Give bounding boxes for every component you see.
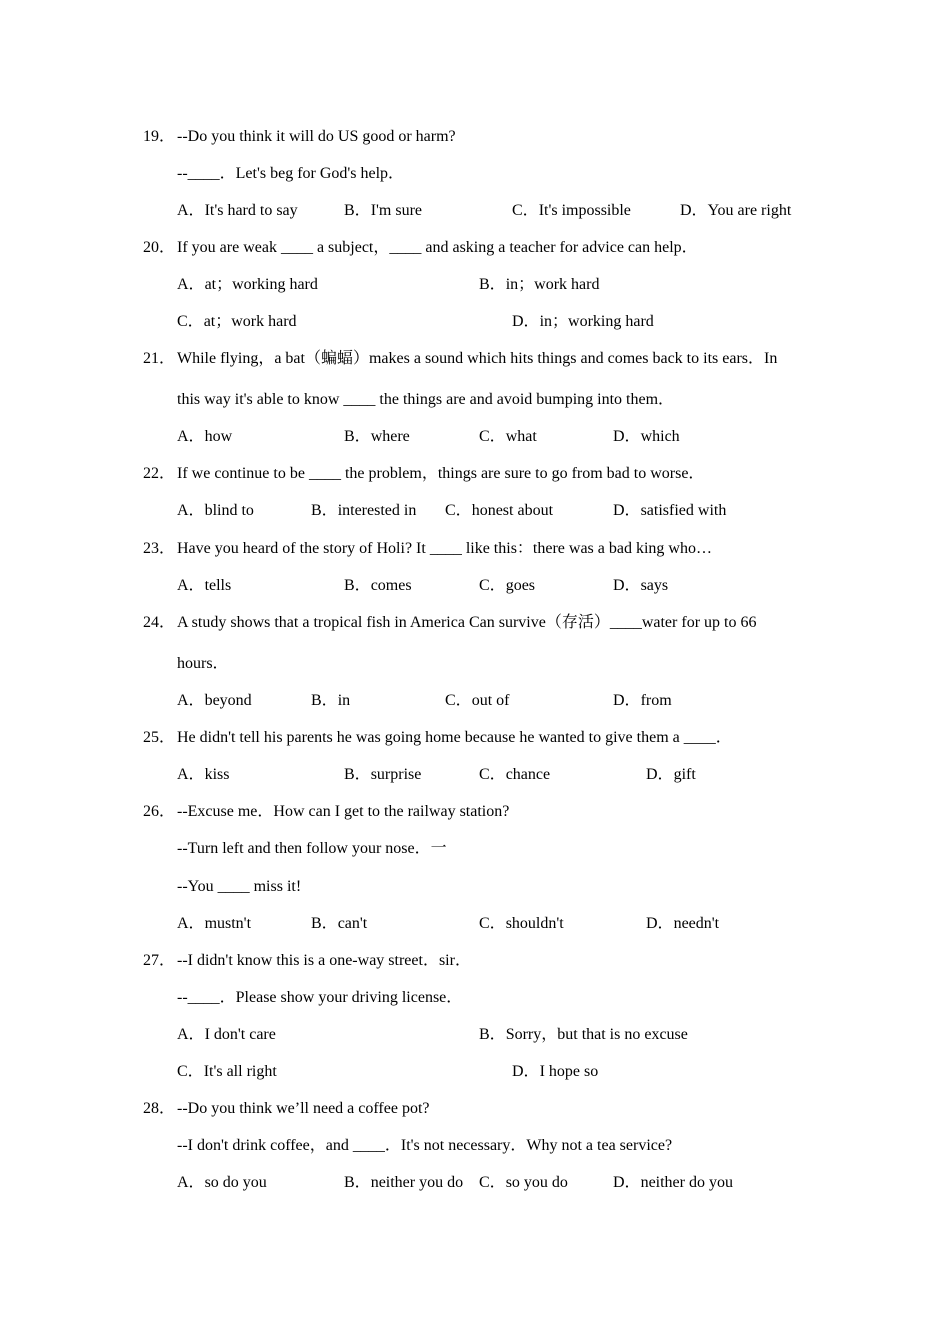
- question-text: hours．: [177, 655, 229, 672]
- option-a[interactable]: A．beyond: [177, 692, 252, 709]
- option-b[interactable]: B．Sorry，but that is no excuse: [479, 1026, 688, 1043]
- question-number: 21．: [143, 350, 176, 367]
- question-text: Have you heard of the story of Holi? It ____ like this：there was a bad king who…: [177, 540, 712, 557]
- option-a[interactable]: A．at；working hard: [177, 276, 318, 293]
- question-number: 22．: [143, 465, 176, 482]
- question-text: --You ____ miss it!: [177, 878, 302, 895]
- question-number: 24．: [143, 614, 176, 631]
- question-text: --Do you think we’ll need a coffee pot?: [177, 1100, 430, 1117]
- question-text: If we continue to be ____ the problem，things are sure to go from bad to worse．: [177, 465, 705, 482]
- option-a[interactable]: A．so do you: [177, 1174, 267, 1191]
- question-text: --____．Please show your driving license．: [177, 989, 463, 1006]
- option-b[interactable]: B．surprise: [344, 766, 422, 783]
- option-b[interactable]: B．interested in: [311, 502, 417, 519]
- option-a[interactable]: A．mustn't: [177, 915, 252, 932]
- option-b[interactable]: B．comes: [344, 577, 412, 594]
- option-d[interactable]: D．satisfied with: [613, 502, 727, 519]
- question-text: --Turn left and then follow your nose．一: [177, 840, 447, 857]
- question-text: --____．Let's beg for God's help．: [177, 165, 405, 182]
- option-d[interactable]: D．I hope so: [512, 1063, 599, 1080]
- question-number: 20．: [143, 239, 176, 256]
- option-a[interactable]: A．how: [177, 428, 233, 445]
- question-number: 28．: [143, 1100, 176, 1117]
- option-c[interactable]: C．so you do: [479, 1174, 568, 1191]
- question-number: 27．: [143, 952, 176, 969]
- question-number: 25．: [143, 729, 176, 746]
- option-a[interactable]: A．tells: [177, 577, 232, 594]
- option-c[interactable]: C．chance: [479, 766, 551, 783]
- option-d[interactable]: D．You are right: [680, 202, 792, 219]
- option-b[interactable]: B．where: [344, 428, 410, 445]
- option-c[interactable]: C．what: [479, 428, 537, 445]
- option-d[interactable]: D．in；working hard: [512, 313, 654, 330]
- option-d[interactable]: D．which: [613, 428, 680, 445]
- option-b[interactable]: B．neither you do: [344, 1174, 464, 1191]
- question-text: --I don't drink coffee，and ____．It's not necessary．Why not a tea service?: [177, 1137, 673, 1154]
- option-c[interactable]: C．out of: [445, 692, 510, 709]
- question-number: 19．: [143, 128, 176, 145]
- option-d[interactable]: D．needn't: [646, 915, 720, 932]
- question-text: He didn't tell his parents he was going home because he wanted to give them a ____．: [177, 729, 732, 746]
- question-number: 26．: [143, 803, 176, 820]
- question-text: A study shows that a tropical fish in America Can survive（存活）____water for up to 66: [177, 614, 757, 631]
- option-d[interactable]: D．gift: [646, 766, 696, 783]
- option-b[interactable]: B．can't: [311, 915, 368, 932]
- option-b[interactable]: B．I'm sure: [344, 202, 422, 219]
- question-text: --Do you think it will do US good or harm?: [177, 128, 456, 145]
- option-d[interactable]: D．from: [613, 692, 672, 709]
- option-c[interactable]: C．It's impossible: [512, 202, 631, 219]
- option-c[interactable]: C．It's all right: [177, 1063, 277, 1080]
- question-text: --I didn't know this is a one-way street．sir．: [177, 952, 471, 969]
- question-text: While flying，a bat（蝙蝠）makes a sound which hits things and comes back to its ears．In: [177, 350, 778, 367]
- question-text: If you are weak ____ a subject，____ and asking a teacher for advice can help．: [177, 239, 698, 256]
- option-a[interactable]: A．I don't care: [177, 1026, 276, 1043]
- option-d[interactable]: D．says: [613, 577, 669, 594]
- option-b[interactable]: B．in: [311, 692, 351, 709]
- option-d[interactable]: D．neither do you: [613, 1174, 733, 1191]
- option-c[interactable]: C．at；work hard: [177, 313, 297, 330]
- option-c[interactable]: C．honest about: [445, 502, 554, 519]
- option-a[interactable]: A．blind to: [177, 502, 254, 519]
- question-text: this way it's able to know ____ the things are and avoid bumping into them．: [177, 391, 675, 408]
- option-a[interactable]: A．kiss: [177, 766, 230, 783]
- option-c[interactable]: C．goes: [479, 577, 536, 594]
- option-a[interactable]: A．It's hard to say: [177, 202, 298, 219]
- option-c[interactable]: C．shouldn't: [479, 915, 564, 932]
- question-number: 23．: [143, 540, 176, 557]
- option-b[interactable]: B．in；work hard: [479, 276, 600, 293]
- question-text: --Excuse me．How can I get to the railway station?: [177, 803, 510, 820]
